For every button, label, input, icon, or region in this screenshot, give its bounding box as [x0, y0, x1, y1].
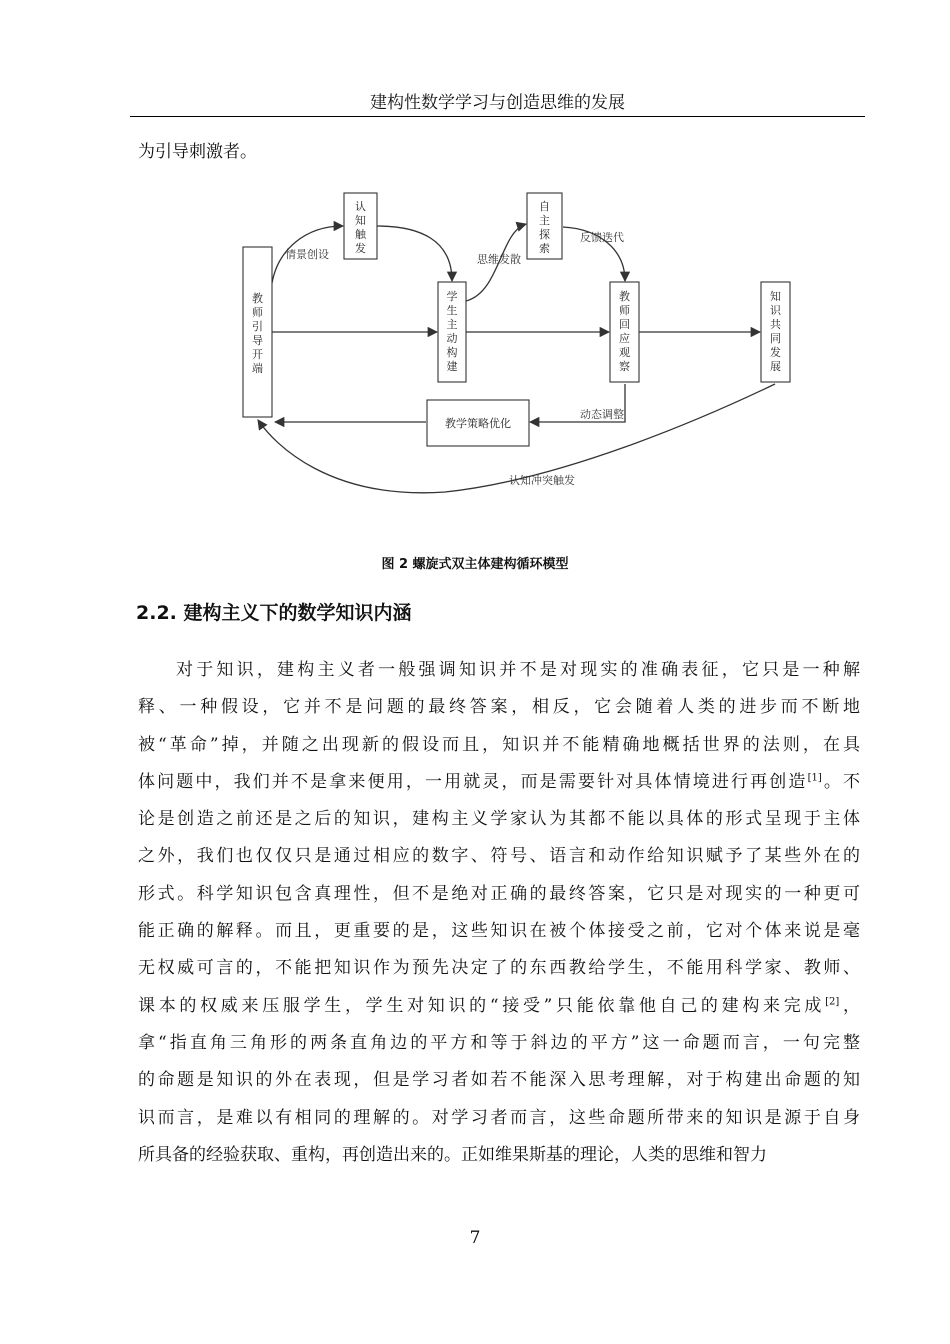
node-char: 回 — [619, 318, 630, 331]
body-line: 能正确的解释。而且，更重要的是，这些知识在被个体接受之前，它对个体来说是毫 — [138, 921, 860, 942]
edge-label-divergent: 思维发散 — [477, 253, 521, 266]
node-char: 发 — [355, 242, 366, 255]
edge-label-feedback: 反馈迭代 — [580, 231, 624, 244]
body-line: 之外，我们也仅仅只是通过相应的数字、符号、语言和动作给知识赋予了某些外在的 — [138, 846, 860, 867]
node-teacher-start — [243, 247, 272, 417]
node-char: 知 — [355, 214, 366, 227]
edge-trigger-to-build — [377, 226, 452, 281]
edge-label-dynamic: 动态调整 — [580, 408, 624, 421]
svg-text:自主探索 — [539, 200, 550, 255]
citation-2: [2] — [825, 996, 840, 1008]
node-char: 展 — [770, 360, 781, 373]
node-char: 探 — [539, 228, 550, 241]
node-char: 同 — [770, 332, 781, 345]
svg-text:教学策略优化: 教学策略优化 — [445, 417, 511, 430]
node-char: 主 — [446, 318, 458, 331]
body-line — [138, 764, 860, 801]
node-self-explore — [527, 193, 562, 259]
page-number: 7 — [469, 1228, 481, 1248]
node-char: 生 — [446, 304, 458, 317]
node-char: 主 — [539, 214, 550, 227]
body-line: 对于知识，建构主义者一般强调知识并不是对现实的准确表征，它只是一种解 — [176, 660, 860, 680]
node-char: 察 — [619, 360, 630, 373]
node-char: 端 — [252, 362, 263, 375]
body-line — [138, 988, 860, 1025]
body-line-tail: ， — [839, 995, 860, 1016]
body-line: 论是创造之前还是之后的知识，建构主义学家认为其都不能以具体的形式呈现于主体 — [138, 809, 860, 830]
node-char: 师 — [619, 304, 630, 317]
edge-label-conflict: 认知冲突触发 — [509, 474, 575, 487]
figure-caption: 图 2 螺旋式双主体建构循环模型 — [381, 557, 569, 572]
node-char: 识 — [770, 304, 781, 317]
node-char: 导 — [252, 334, 263, 347]
body-line: 拿“指直角三角形的两条直角边的平方和等于斜边的平方”这一命题而言，一句完整 — [138, 1032, 860, 1053]
body-paragraph — [138, 652, 860, 1174]
node-char: 观 — [619, 346, 630, 359]
cycle-model-diagram — [0, 0, 950, 545]
node-char: 触 — [355, 228, 366, 241]
body-line-tail: 。不 — [821, 771, 861, 792]
node-student-build — [438, 282, 466, 382]
node-strategy-opt — [427, 400, 529, 446]
node-char: 认 — [355, 200, 366, 213]
node-char: 开 — [252, 348, 263, 361]
intro-text: 为引导刺激者。 — [138, 142, 257, 162]
running-header: 建构性数学学习与创造思维的发展 — [370, 93, 625, 113]
node-char: 知 — [770, 290, 781, 303]
node-char: 自 — [539, 200, 550, 213]
body-line: 被“革命”掉，并随之出现新的假设而且，知识并不能精确地概括世界的法则，在具 — [138, 734, 860, 755]
citation-1: [1] — [807, 772, 822, 784]
node-char: 学 — [446, 290, 458, 303]
node-char: 共 — [770, 318, 781, 331]
node-char: 构 — [446, 346, 458, 359]
node-char: 引 — [252, 320, 263, 333]
body-line: 的命题是知识的外在表现，但是学习者如若不能深入思考理解，对于构建出命题的知 — [138, 1070, 860, 1091]
node-char: 索 — [539, 242, 550, 255]
node-char: 动 — [446, 332, 458, 345]
body-line: 识而言，是难以有相同的理解的。对学习者而言，这些命题所带来的知识是源于自身 — [138, 1107, 860, 1128]
svg-text:学生主动构建 — [447, 290, 458, 373]
body-line: 无权威可言的，不能把知识作为预先决定了的东西教给学生，不能用科学家、教师、 — [138, 958, 860, 979]
node-char: 教 — [252, 292, 263, 305]
node-char: 发 — [770, 346, 781, 359]
section-heading: 2.2. 建构主义下的数学知识内涵 — [136, 602, 412, 624]
body-line: 形式。科学知识包含真理性，但不是绝对正确的最终答案，它只是对现实的一种更可 — [138, 883, 860, 904]
body-line-text: 课本的权威来压服学生，学生对知识的“接受”只能依靠他自己的建构来完成 — [138, 995, 826, 1016]
node-char: 教 — [619, 290, 630, 303]
body-line-text: 体问题中，我们并不是拿来便用，一用就灵，而是需要针对具体情境进行再创造 — [138, 771, 808, 792]
node-char: 应 — [619, 332, 630, 345]
body-line: 所具备的经验获取、重构，再创造出来的。正如维果斯基的理论，人类的思维和智力 — [138, 1144, 767, 1165]
node-char: 师 — [252, 306, 263, 319]
svg-text:知识共同发展 — [770, 290, 782, 373]
edge-label-scenario: 情景创设 — [285, 248, 329, 261]
node-teacher-observe — [610, 282, 639, 382]
node-cognitive-trigger — [344, 193, 377, 259]
node-knowledge-dev — [761, 282, 790, 382]
body-line: 释、一种假设，它并不是问题的最终答案，相反，它会随着人类的进步而不断地 — [138, 697, 860, 718]
node-char: 建 — [446, 360, 458, 373]
